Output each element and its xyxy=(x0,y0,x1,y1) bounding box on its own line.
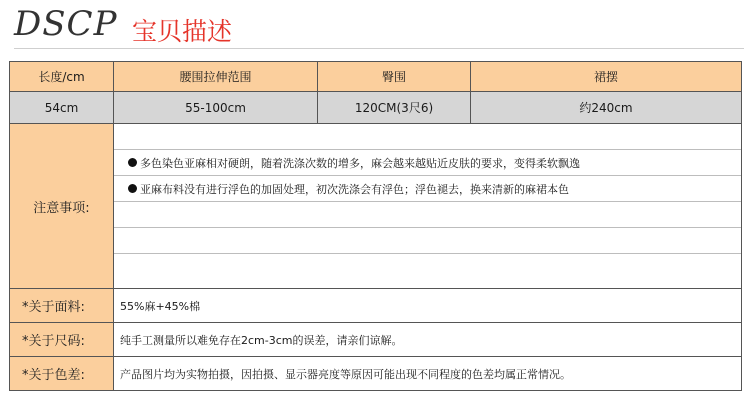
page-header xyxy=(14,0,744,52)
size-value-hem: 约240cm xyxy=(471,92,742,124)
fabric-value: 55%麻+45%棉 xyxy=(114,289,742,323)
bullet-icon xyxy=(128,158,137,167)
color-info-value: 产品图片均为实物拍摄，因拍摄、显示器亮度等原因可能出现不同程度的色差均属正常情况。 xyxy=(114,357,742,391)
size-header-row xyxy=(10,62,742,92)
size-header-hip: 臀围 xyxy=(318,62,471,92)
size-info-row xyxy=(10,323,742,357)
note-item xyxy=(114,150,741,176)
notes-spacer xyxy=(114,202,741,228)
size-value-row xyxy=(10,92,742,124)
fabric-row xyxy=(10,289,742,323)
notes-spacer xyxy=(114,228,741,254)
color-info-label: *关于色差: xyxy=(10,357,114,391)
size-header-waist: 腰围拉伸范围 xyxy=(114,62,318,92)
header-divider xyxy=(14,48,744,49)
size-header-hem: 裙摆 xyxy=(471,62,742,92)
notes-spacer xyxy=(114,124,741,150)
product-spec-table xyxy=(9,61,742,391)
notes-label: 注意事项: xyxy=(10,124,114,289)
size-info-value: 纯手工测量所以难免存在2cm-3cm的误差，请亲们谅解。 xyxy=(114,323,742,357)
size-value-waist: 55-100cm xyxy=(114,92,318,124)
color-info-row xyxy=(10,357,742,391)
fabric-label: *关于面料: xyxy=(10,289,114,323)
notes-spacer xyxy=(114,254,741,280)
size-info-label: *关于尺码: xyxy=(10,323,114,357)
note-item xyxy=(114,176,741,202)
notes-content xyxy=(114,124,742,289)
size-value-length: 54cm xyxy=(10,92,114,124)
note-text: 亚麻布料没有进行浮色的加固处理，初次洗涤会有浮色；浮色褪去，换来清新的麻裙本色 xyxy=(140,182,569,196)
page-title: 宝贝描述 xyxy=(132,17,233,46)
notes-row xyxy=(10,124,742,289)
note-text: 多色染色亚麻相对硬朗，随着洗涤次数的增多，麻会越来越贴近皮肤的要求，变得柔软飘逸 xyxy=(140,156,580,170)
size-value-hip: 120CM(3尺6) xyxy=(318,92,471,124)
size-header-length: 长度/cm xyxy=(10,62,114,92)
bullet-icon xyxy=(128,184,137,193)
brand-logo: DSCP xyxy=(14,4,118,44)
